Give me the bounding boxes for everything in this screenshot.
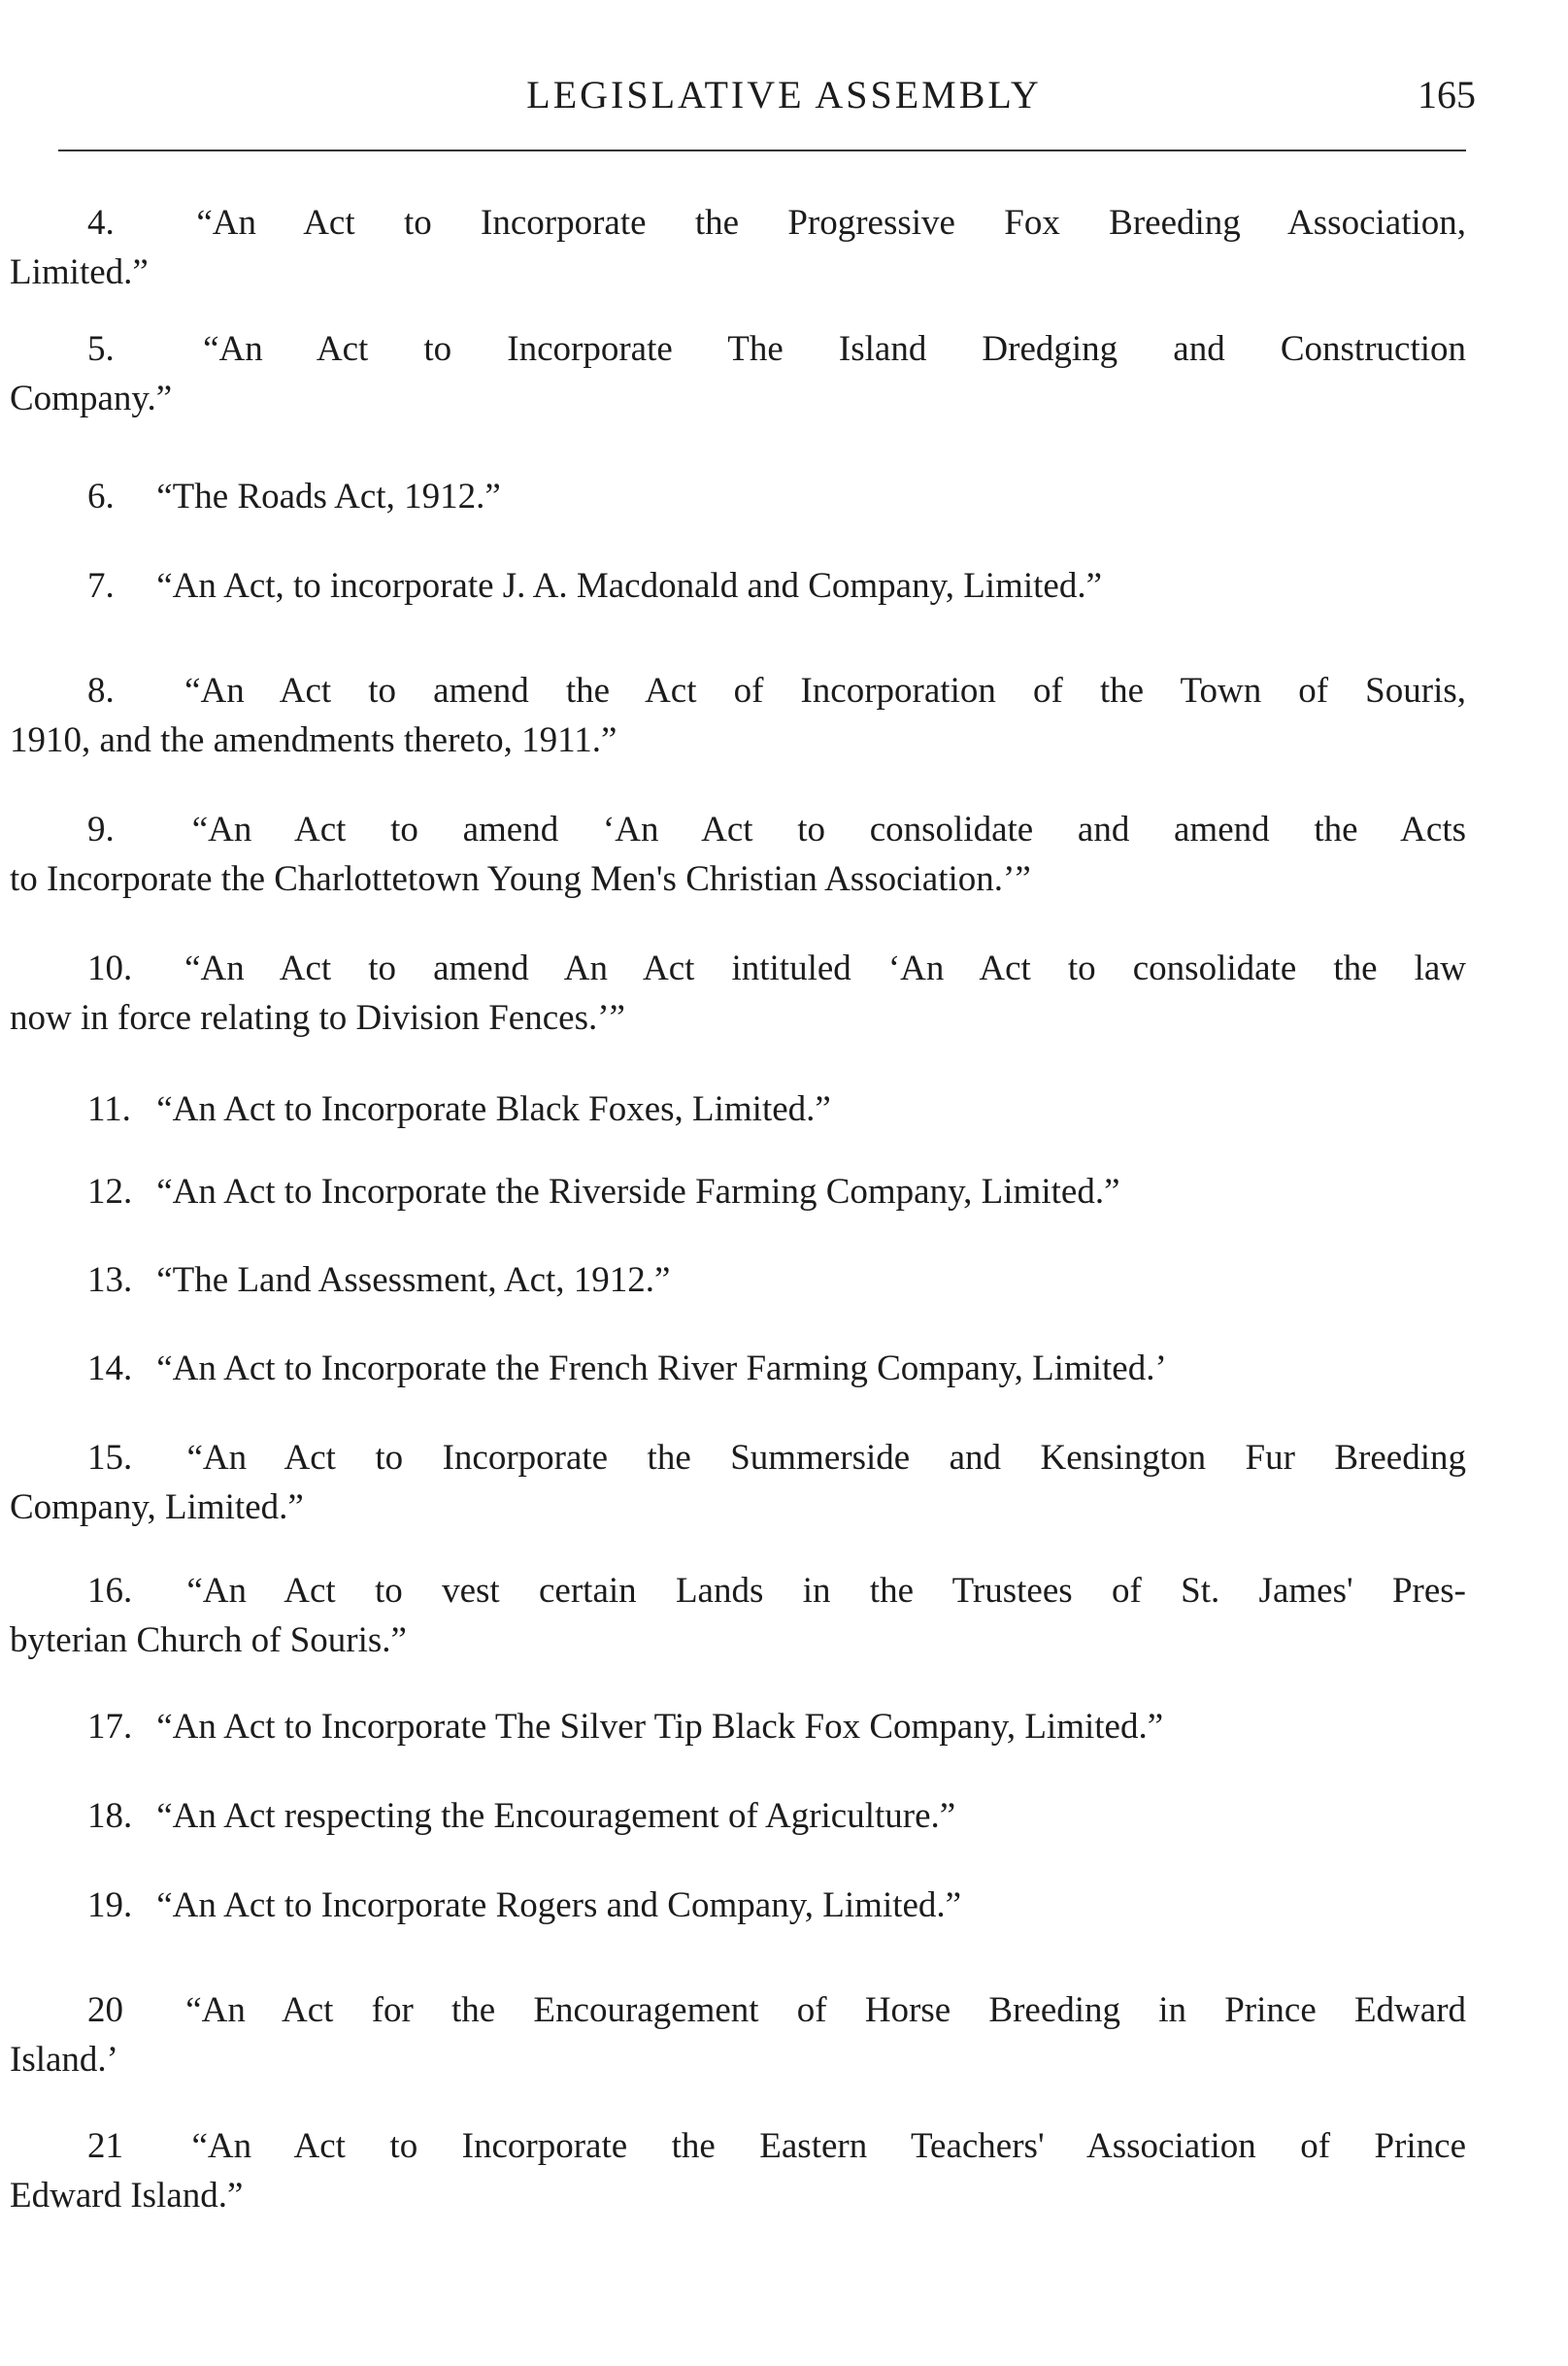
act-entry [10, 1084, 1466, 1134]
entry-line-2: Company.” [10, 379, 173, 418]
entry-number: 7. [87, 566, 115, 606]
entry-text: “An Act to vest certain Lands in the Trustees of St. James' Pres- [186, 1571, 1466, 1611]
entry-line-1 [10, 944, 1466, 993]
entry-line-1 [10, 1255, 1466, 1305]
header-rule [58, 150, 1466, 151]
entry-line-2: to Incorporate the Charlottetown Young Men's Christian Association.’” [10, 859, 1031, 899]
act-entry [10, 944, 1466, 1043]
entry-number: 11. [87, 1089, 131, 1129]
entry-line-2: Limited.” [10, 252, 149, 292]
entry-line-1 [10, 666, 1466, 716]
entry-text: “An Act to Incorporate the Progressive Fox Breeding Association, [196, 203, 1467, 243]
entry-line-1 [10, 2121, 1466, 2171]
entry-text: “An Act to amend the Act of Incorporation of the Town of Souris, [184, 671, 1467, 711]
act-entry [10, 561, 1466, 611]
entry-text: “The Roads Act, 1912.” [156, 477, 501, 517]
entry-number: 6. [87, 477, 115, 517]
entry-number: 21 [87, 2126, 123, 2166]
entry-text: “The Land Assessment, Act, 1912.” [156, 1260, 671, 1300]
act-entry [10, 1433, 1466, 1532]
act-entry [10, 1566, 1466, 1665]
entry-text: “An Act to Incorporate The Island Dredging and Construction [203, 329, 1467, 369]
entry-line-2: 1910, and the amendments thereto, 1911.” [10, 720, 617, 760]
act-entry [10, 472, 1466, 521]
entry-text: “An Act to Incorporate the Riverside Farming Company, Limited.” [156, 1172, 1120, 1212]
entry-line-1 [10, 1985, 1466, 2035]
entry-number: 20 [87, 1990, 123, 2030]
entry-number: 14. [87, 1349, 133, 1388]
act-entry [10, 2121, 1466, 2220]
entry-line-1 [10, 1566, 1466, 1616]
entry-number: 19. [87, 1885, 133, 1925]
act-entry [10, 1255, 1466, 1305]
entry-number: 18. [87, 1796, 133, 1836]
entry-line-1 [10, 805, 1466, 854]
entry-number: 16. [87, 1571, 133, 1611]
act-entry [10, 1344, 1466, 1393]
entry-line-2: Edward Island.” [10, 2176, 244, 2216]
entry-number: 4. [87, 203, 115, 243]
entry-text: “An Act to Incorporate Black Foxes, Limited.” [156, 1089, 831, 1129]
entry-line-1 [10, 198, 1466, 248]
act-entry [10, 198, 1466, 297]
entry-text: “An Act respecting the Encouragement of Agriculture.” [156, 1796, 956, 1836]
entry-line-1 [10, 1167, 1466, 1216]
entry-line-1 [10, 1084, 1466, 1134]
entry-number: 5. [87, 329, 115, 369]
entry-text: “An Act, to incorporate J. A. Macdonald and Company, Limited.” [156, 566, 1103, 606]
entry-number: 13. [87, 1260, 133, 1300]
running-title: LEGISLATIVE ASSEMBLY [526, 73, 1042, 117]
entry-line-2: now in force relating to Division Fences.’” [10, 998, 625, 1038]
entry-number: 9. [87, 810, 115, 850]
entry-line-1 [10, 1702, 1466, 1751]
act-entry [10, 1985, 1466, 2084]
entry-text: “An Act to Incorporate The Silver Tip Black Fox Company, Limited.” [156, 1707, 1164, 1747]
act-entry [10, 1167, 1466, 1216]
act-entry [10, 324, 1466, 423]
entry-line-1 [10, 472, 1466, 521]
entry-text: “An Act to Incorporate the French River Farming Company, Limited.’ [156, 1349, 1167, 1388]
act-entry [10, 805, 1466, 904]
act-entry [10, 1791, 1466, 1841]
entry-number: 12. [87, 1172, 133, 1212]
entry-text: “An Act to Incorporate Rogers and Company, Limited.” [156, 1885, 962, 1925]
entry-text: “An Act to Incorporate the Summerside and Kensington Fur Breeding [186, 1438, 1467, 1478]
entry-number: 10. [87, 949, 133, 988]
entry-line-1 [10, 324, 1466, 374]
entry-line-2: Island.’ [10, 2040, 118, 2080]
page-number: 165 [1418, 73, 1476, 117]
act-entry [10, 666, 1466, 765]
entry-line-1 [10, 561, 1466, 611]
page-header [0, 72, 1568, 130]
act-entry [10, 1881, 1466, 1930]
entry-number: 17. [87, 1707, 133, 1747]
entry-line-1 [10, 1433, 1466, 1483]
entry-line-1 [10, 1881, 1466, 1930]
act-entry [10, 1702, 1466, 1751]
entry-line-1 [10, 1344, 1466, 1393]
entry-line-2: Company, Limited.” [10, 1487, 304, 1527]
entry-text: “An Act to amend ‘An Act to consolidate and amend the Acts [191, 810, 1467, 850]
entry-text: “An Act to amend An Act intituled ‘An Act to consolidate the law [184, 949, 1467, 988]
entry-text: “An Act to Incorporate the Eastern Teachers' Association of Prince [191, 2126, 1466, 2166]
entry-text: “An Act for the Encouragement of Horse Breeding in Prince Edward [185, 1990, 1467, 2030]
entry-line-1 [10, 1791, 1466, 1841]
entry-line-2: byterian Church of Souris.” [10, 1620, 407, 1660]
entry-number: 8. [87, 671, 115, 711]
entry-number: 15. [87, 1438, 133, 1478]
